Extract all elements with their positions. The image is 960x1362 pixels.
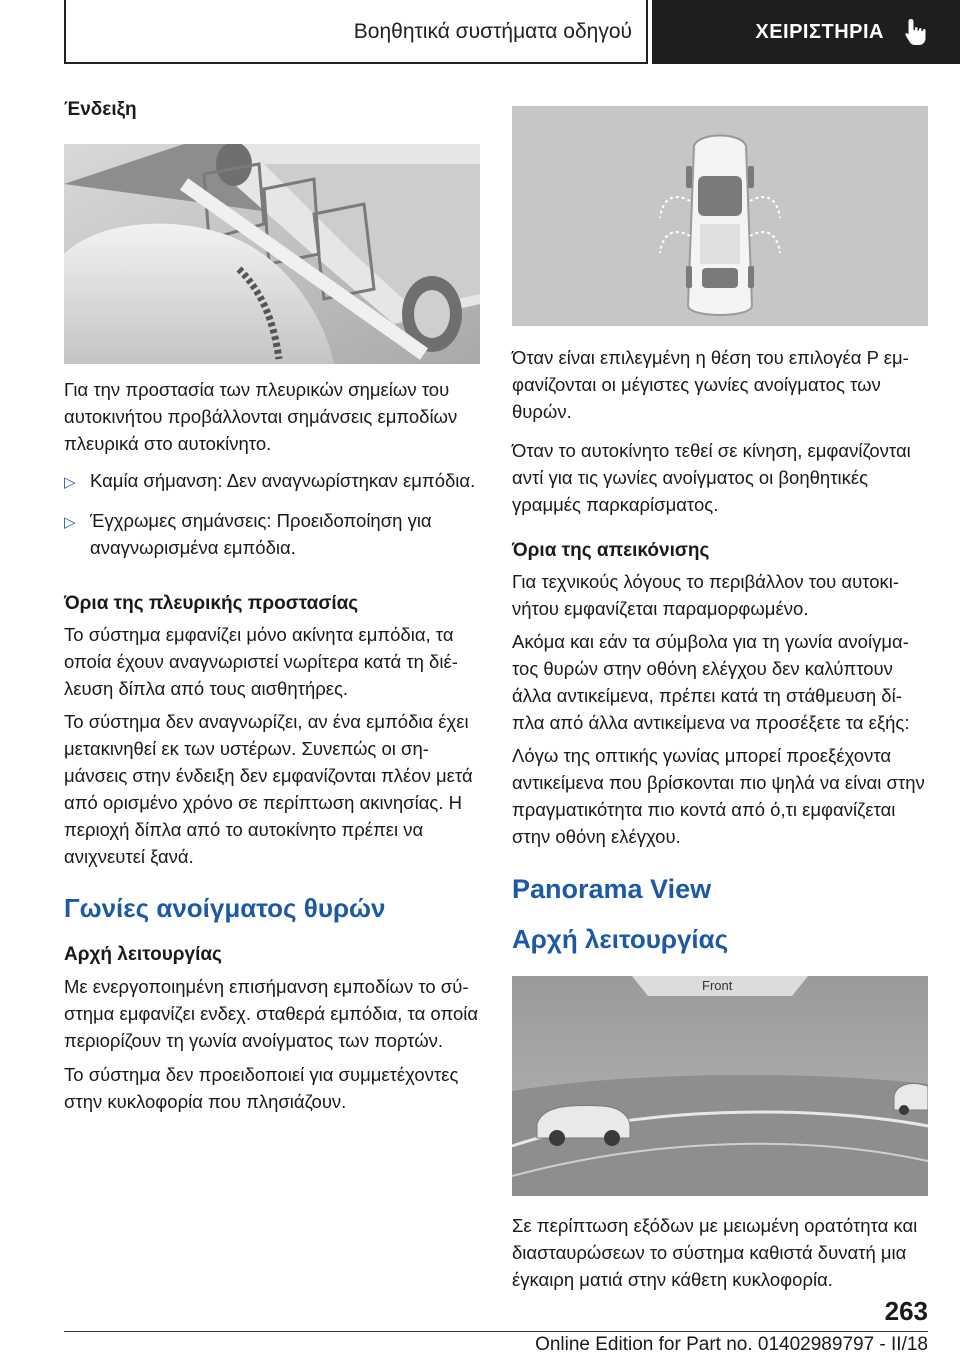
footer-divider [64, 1331, 928, 1332]
left-column [64, 96, 480, 1115]
panorama-text: Σε περίπτωση εξόδων με μειωμένη ορατότητα και διασταυρώσεων το σύστημα καθιστά δυνατή μια έγκαιρη ματιά στην κάθετη κυκλοφορία. [512, 1215, 918, 1290]
principle-heading: Αρχή λειτουργίας [64, 944, 222, 965]
display-limits-heading: Όρια της απεικόνισης [512, 540, 710, 561]
indicator-text: Για την προστασία των πλευρικών σημείων του αυτοκινήτου προβάλλονται σημάνσεις εμποδίων πλευρικά στο αυτοκίνητο. [64, 379, 458, 454]
chapter-title: ΧΕΙΡΙΣΤΗΡΙΑ [755, 20, 884, 43]
principle-text-2: Το σύστημα δεν προειδοποιεί για συμμετέχοντες στην κυκλοφορία που πλησιάζουν. [64, 1064, 459, 1112]
door-angle-figure [512, 106, 928, 326]
panorama-figure [512, 976, 928, 1196]
bullet-item [64, 467, 480, 496]
display-limits-text-2: Ακόμα και εάν τα σύμβολα για τη γωνία ανοίγματος θυρών στην οθόνη ελέγχου δεν καλύπτουν άλλα αντικείμενα, πρέπει κατά τη στάθμευση δίπλα από άλλα αντικείμενα να προσέξετε τα εξής: [512, 631, 910, 733]
side-protection-limits-heading: Όρια της πλευρικής προστασίας [64, 593, 359, 614]
principle-text-1: Με ενεργοποιημένη επισήμανση εμποδίων το σύστημα εμφανίζει ενδεχ. σταθερά εμπόδια, τα οποία περιορίζουν τη γωνία ανοίγματος των πορτών. [64, 976, 479, 1051]
triangle-right-icon: ▷ [64, 474, 76, 491]
display-limits-text-1: Για τεχνικούς λόγους το περιβάλλον του αυτοκινήτου εμφανίζεται παραμορφωμένο. [512, 571, 900, 619]
indicator-heading: Ένδειξη [64, 99, 137, 120]
panorama-scene [512, 976, 928, 1196]
panorama-principle-heading: Αρχή λειτουργίας [512, 924, 729, 954]
side-protection-limits-text-2: Το σύστημα δεν αναγνωρίζει, αν ένα εμπόδια έχει μετακινηθεί εκ των υστέρων. Συνεπώς οι σημάνσεις στην ένδειξη δεν εμφανίζονται πλέον μετά από ορισμένο χρόνο σε περίπτωση ακινησίας. Η περιοχή δίπλα από το αυτοκίνητο πρέπει να ανιχνευτεί ξανά. [64, 711, 473, 867]
panorama-heading: Panorama View [512, 874, 712, 904]
bullet-text: Καμία σήμανση: Δεν αναγνωρίστηκαν εμπόδια. [90, 470, 476, 491]
bullet-item [64, 507, 480, 561]
section-title: Βοηθητικά συστήματα οδηγού [353, 20, 632, 43]
triangle-right-icon: ▷ [64, 514, 76, 531]
door-angle-text-2: Όταν το αυτοκίνητο τεθεί σε κίνηση, εμφανίζονται αντί για τις γωνίες ανοίγματος οι βοηθητικές γραμμές παρκαρίσματος. [512, 440, 911, 515]
right-column [512, 96, 928, 1293]
door-angle-text-1: Όταν είναι επιλεγμένη η θέση του επιλογέα P εμφανίζονται οι μέγιστες γωνίες ανοίγματος των θυρών. [512, 347, 909, 422]
side-protection-limits-text-1: Το σύστημα εμφανίζει μόνο ακίνητα εμπόδια, τα οποία έχουν αναγνωριστεί νωρίτερα κατά τη διέλευση δίπλα από τους αισθητήρες. [64, 624, 458, 699]
edition-note: Online Edition for Part no. 01402989797 - II/18 [535, 1334, 928, 1355]
bullet-text: Έγχρωμες σημάνσεις: Προειδοποίηση για αναγνωρισμένα εμπόδια. [90, 510, 432, 558]
front-camera-label: Front [702, 978, 733, 993]
display-limits-text-3: Λόγω της οπτικής γωνίας μπορεί προεξέχοντα αντικείμενα που βρίσκονται πιο ψηλά να είναι στην πραγματικότητα πιο κοντά από ό,τι εμφανίζεται στην οθόνη ελέγχου. [512, 745, 925, 847]
page-number: 263 [884, 1296, 928, 1326]
chapter-tab [652, 0, 960, 64]
door-angles-heading: Γωνίες ανοίγματος θυρών [64, 893, 386, 923]
side-protection-figure [64, 144, 480, 364]
hand-pointer-icon [902, 17, 930, 47]
